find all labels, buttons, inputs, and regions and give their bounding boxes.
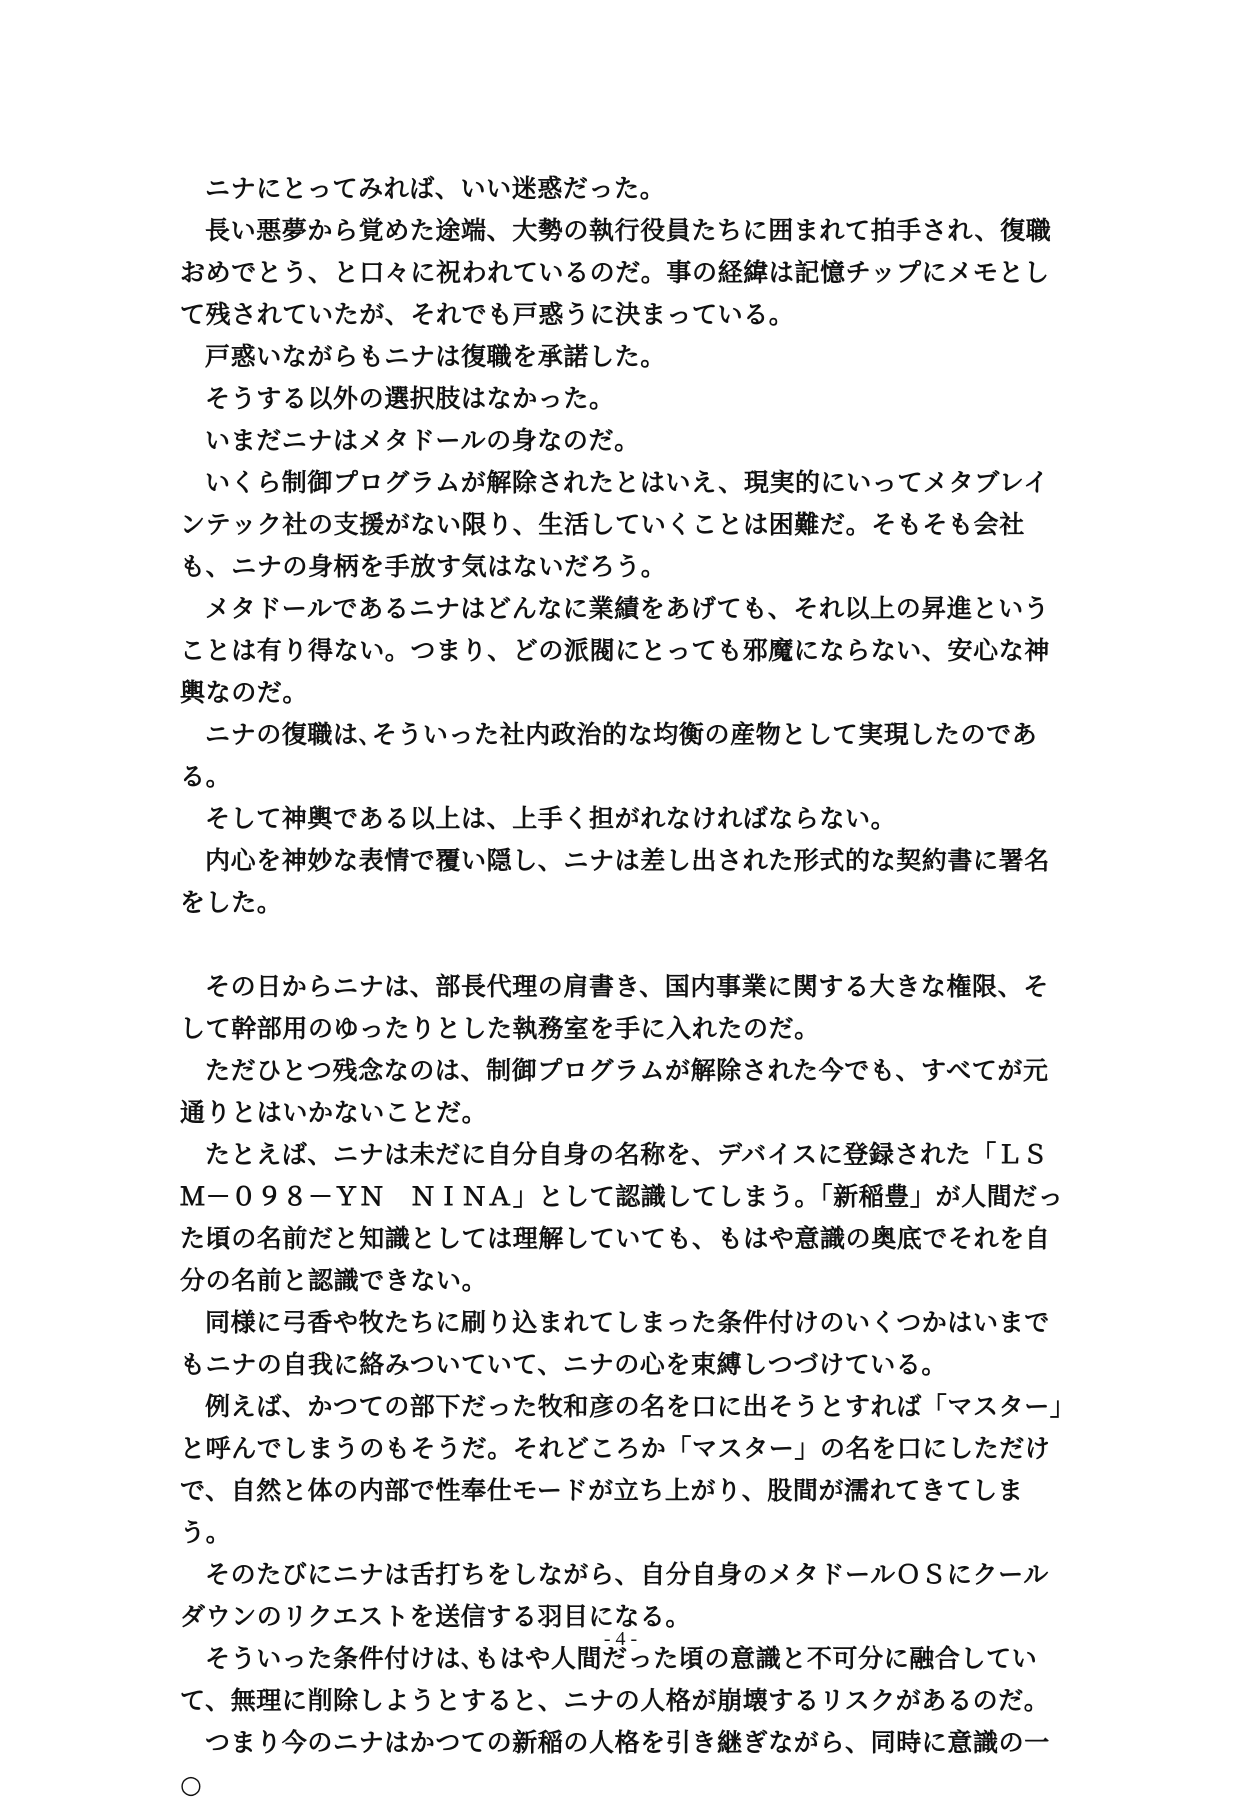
- paragraph: 内心を神妙な表情で覆い隠し、ニナは差し出された形式的な契約書に署名をした。: [180, 846, 1050, 917]
- paragraph: たとえば、ニナは未だに自分自身の名称を、デバイスに登録された「ＬＳＭ－０９８－ＹＮ ＮＩＮＡ」として認識してしまう。「新稲豊」が人間だった頃の名前だと知識としては理解していても、もはや意識の奥底でそれを自分の名前と認識できない。: [180, 1140, 1064, 1295]
- paragraph: いくら制御プログラムが解除されたとはいえ、現実的にいってメタブレインテック社の支援がない限り、生活していくことは困難だ。そもそも会社も、ニナの身柄を手放す気はないだろう。: [180, 468, 1049, 581]
- paragraph: ニナの復職は､そういった社内政治的な均衡の産物として実現したのである。: [180, 720, 1038, 791]
- paragraph: ただひとつ残念なのは、制御プログラムが解除された今でも、すべてが元通りとはいかないことだ。: [180, 1056, 1049, 1127]
- paragraph: いまだニナはメタドールの身なのだ。: [205, 426, 640, 455]
- paragraph: その日からニナは、部長代理の肩書き、国内事業に関する大きな権限、そして幹部用のゆったりとした執務室を手に入れたのだ。: [180, 972, 1049, 1043]
- paragraph: 例えば、かつての部下だった牧和彦の名を口に出そうとすれば「マスター」と呼んでしまうのもそうだ。それどころか「マスター」の名を口にしただけで、自然と体の内部で性奉仕モードが立ち上がり、股間が濡れてきてしまう。: [180, 1392, 1063, 1547]
- paragraph: つまり今のニナはかつての新稲の人格を引き継ぎながら、同時に意識の一○: [180, 1728, 1050, 1799]
- paragraph: そして神輿である以上は、上手く担がれなければならない。: [205, 804, 897, 833]
- paragraph: 戸惑いながらもニナは復職を承諾した。: [205, 342, 666, 371]
- paragraph: そういった条件付けは､もはや人間だった頃の意識と不可分に融合していて、無理に削除しようとすると、ニナの人格が崩壊するリスクがあるのだ。: [180, 1644, 1050, 1715]
- body-text: [180, 168, 1070, 1806]
- paragraph: 長い悪夢から覚めた途端、大勢の執行役員たちに囲まれて拍手され、復職おめでとう、と口々に祝われているのだ。事の経緯は記憶チップにメモとして残されていたが、それでも戸惑うに決まっている。: [180, 216, 1052, 329]
- paragraph: ニナにとってみれば、いい迷惑だった。: [205, 174, 666, 203]
- paragraph: 同様に弓香や牧たちに刷り込まれてしまった条件付けのいくつかはいまでもニナの自我に絡みついていて、ニナの心を束縛しつづけている。: [180, 1308, 1050, 1379]
- paragraph: そのたびにニナは舌打ちをしながら、自分自身のメタドールＯＳにクールダウンのリクエストを送信する羽目になる。: [180, 1560, 1049, 1631]
- paragraph: そうする以外の選択肢はなかった。: [205, 384, 615, 413]
- page-number: - 4 -: [603, 1628, 638, 1650]
- paragraph: メタドールであるニナはどんなに業績をあげても、それ以上の昇進ということは有り得ない。つまり、どの派閥にとっても邪魔にならない、安心な神輿なのだ。: [180, 594, 1050, 707]
- paragraph-spacer: [180, 924, 1070, 966]
